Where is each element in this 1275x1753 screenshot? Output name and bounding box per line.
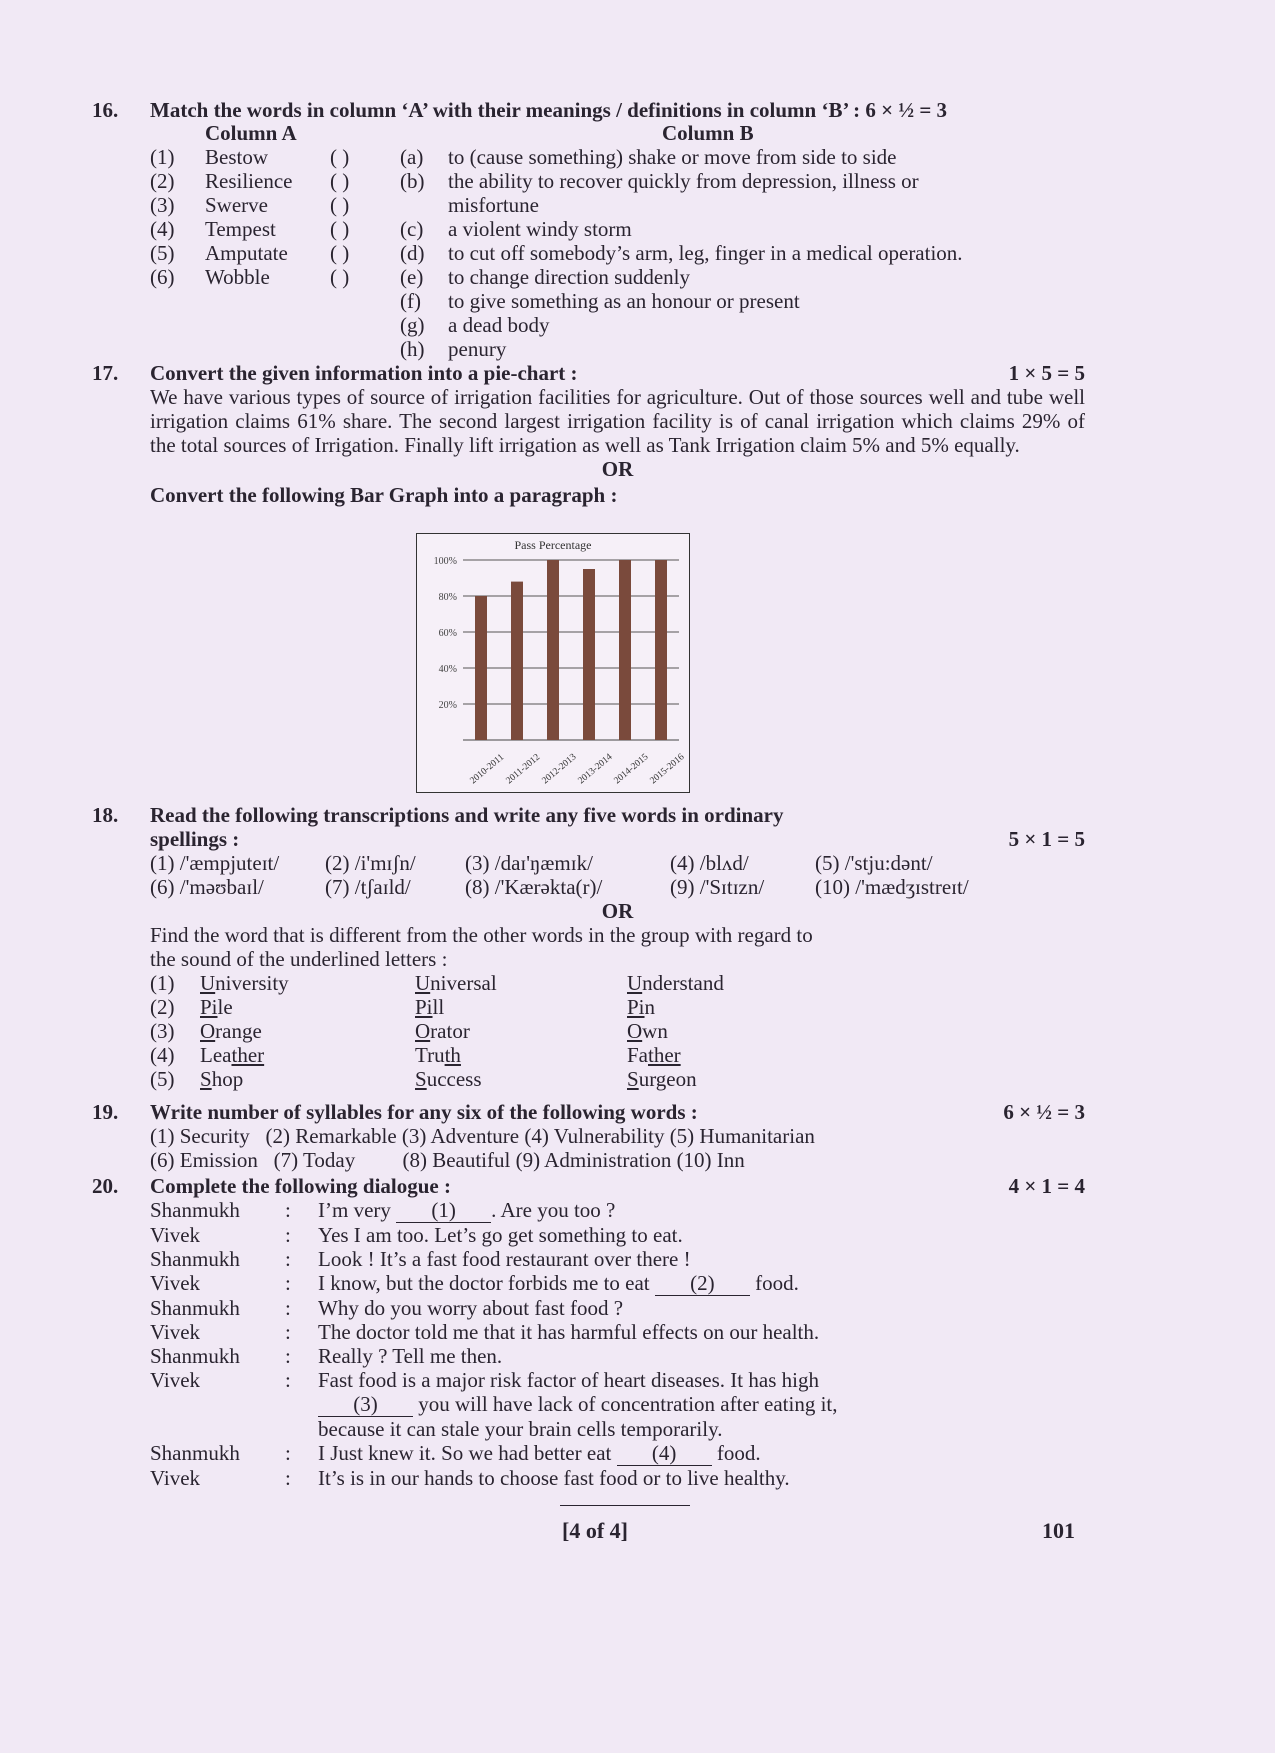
transcription-item [465, 851, 670, 875]
sound-groups-table [150, 971, 724, 1091]
column-b-item [400, 241, 963, 265]
answer-bracket[interactable]: ( ) [330, 193, 350, 217]
bar [583, 569, 595, 740]
item-definition: to cut off somebody’s arm, leg, finger in a medical operation. [448, 241, 963, 265]
colon: : [285, 1223, 291, 1247]
item-number: (6) [150, 265, 175, 289]
answer-blank[interactable]: (1) [396, 1198, 491, 1223]
q16-title: Match the words in column ‘A’ with their meanings / definitions in column ‘B’ : 6 × ½ = 3 [150, 98, 948, 122]
transcription-item [670, 851, 815, 875]
speaker: Vivek [150, 1320, 201, 1344]
or-divider: OR [601, 899, 634, 923]
column-b-item [400, 313, 963, 337]
word-start: Tru [415, 1043, 445, 1067]
word-rest: hop [211, 1067, 244, 1091]
word-rest: urgeon [638, 1067, 697, 1091]
transcription: /'Sɪtɪzn/ [699, 875, 765, 899]
item-letter: (c) [400, 217, 424, 241]
word [627, 995, 724, 1019]
q19-words-line1: (1) Security (2) Remarkable (3) Adventure (4) Vulnerability (5) Humanitarian [150, 1124, 815, 1148]
bar-chart-svg [417, 534, 689, 792]
text-after: food. [711, 1441, 761, 1465]
underlined-letters: U [200, 971, 216, 995]
sound-group [150, 995, 724, 1019]
transcription-item [815, 875, 969, 899]
q17-title: Convert the given information into a pie-chart : [150, 361, 578, 385]
word [627, 971, 724, 995]
text-before: I know, but the doctor forbids me to eat [318, 1271, 655, 1295]
transcription: /daɪ'ŋæmɪk/ [494, 851, 593, 875]
q19-title: Write number of syllables for any six of the following words : [150, 1100, 698, 1124]
bar [655, 560, 667, 740]
word-rest: nderstand [642, 971, 724, 995]
y-tick-label: 40% [438, 664, 457, 675]
item-number: (5) [815, 851, 840, 875]
column-a-item [150, 217, 349, 241]
q17-section [150, 361, 1085, 507]
q18-alt-line2: the sound of the underlined letters : [150, 947, 448, 971]
dialogue-text: Look ! It’s a fast food restaurant over there ! [318, 1247, 691, 1271]
q17-alt-title: Convert the following Bar Graph into a paragraph : [150, 483, 618, 507]
item-number: (5) [150, 241, 175, 265]
transcription: /'mædʒɪstreɪt/ [855, 875, 969, 899]
word-start: Lea [200, 1043, 232, 1067]
dialogue-text: The doctor told me that it has harmful effects on our health. [318, 1320, 820, 1344]
sound-group [150, 1067, 724, 1091]
column-b-item [400, 289, 963, 313]
column-a-item [150, 145, 349, 169]
column-b-item [400, 217, 963, 241]
x-tick-label: 2010-2011 [468, 752, 507, 787]
item-word: Bestow [205, 145, 268, 169]
transcription: /'æmpjuteɪt/ [179, 851, 280, 875]
column-b-item [400, 265, 963, 289]
item-word: Tempest [205, 217, 276, 241]
column-b-item [400, 169, 963, 193]
item-number: (2) [150, 995, 175, 1019]
item-definition: penury [448, 337, 507, 361]
item-number: (1) [150, 851, 175, 875]
word [415, 1019, 627, 1043]
underlined-letters: S [415, 1067, 427, 1091]
q17-paragraph: We have various types of source of irrigation facilities for agriculture. Out of those sources well and tube well irrigation claims 61% share. The second largest irrigation facility is of canal irrigation which claims 29% of the total sources of Irrigation. Finally lift irrigation as well as Tank Irrigation claim 5% and 5% equally. [150, 385, 1085, 457]
q18-alt-line1: Find the word that is different from the other words in the group with regard to [150, 923, 813, 947]
item-letter: (b) [400, 169, 425, 193]
underlined-letters: U [415, 971, 431, 995]
word [200, 1019, 415, 1043]
sound-group [150, 1043, 724, 1067]
transcription-item [815, 851, 969, 875]
transcription: /'stju:dənt/ [844, 851, 933, 875]
column-a-item [150, 241, 349, 265]
transcription: /blʌd/ [699, 851, 749, 875]
item-definition: misfortune [448, 193, 539, 217]
item-letter: (d) [400, 241, 425, 265]
dialogue-line [150, 1271, 838, 1296]
transcription-item [670, 875, 815, 899]
word-rest: uccess [426, 1067, 482, 1091]
sound-group [150, 1019, 724, 1043]
speaker: Vivek [150, 1271, 201, 1295]
word [415, 1067, 627, 1091]
column-a-list [150, 145, 349, 289]
word [200, 1043, 415, 1067]
underlined-letters: O [415, 1019, 431, 1043]
underlined-letters: S [627, 1067, 639, 1091]
q18-title-line1: Read the following transcriptions and write any five words in ordinary [150, 803, 784, 827]
item-number: (2) [150, 169, 175, 193]
dialogue-line [150, 1441, 838, 1466]
sound-group [150, 971, 724, 995]
dialogue-text: Fast food is a major risk factor of heart diseases. It has high [318, 1368, 819, 1392]
transcription-item [325, 875, 465, 899]
q17-marks: 1 × 5 = 5 [1008, 361, 1085, 385]
column-b-item [400, 337, 963, 361]
item-number: (3) [150, 193, 175, 217]
q19-marks: 6 × ½ = 3 [1003, 1100, 1085, 1124]
word-rest: rator [430, 1019, 470, 1043]
colon: : [285, 1271, 291, 1295]
colon: : [285, 1198, 291, 1222]
answer-bracket[interactable]: ( ) [330, 241, 350, 265]
paper-code: 101 [1042, 1518, 1075, 1543]
dialogue-text [318, 1198, 838, 1223]
transcription: /'Kærəkta(r)/ [494, 875, 603, 899]
q18-section [150, 803, 1085, 1091]
word-rest: wn [642, 1019, 668, 1043]
word-rest: niversity [215, 971, 289, 995]
transcription-item [465, 875, 670, 899]
item-definition: to give something as an honour or present [448, 289, 800, 313]
item-letter: (h) [400, 337, 425, 361]
underlined-letters: ther [231, 1043, 265, 1067]
page-number: [4 of 4] [562, 1518, 628, 1543]
underlined-letters: U [627, 971, 643, 995]
item-word: Amputate [205, 241, 288, 265]
item-definition: to (cause something) shake or move from side to side [448, 145, 897, 169]
q20-number: 20. [92, 1174, 119, 1198]
underlined-letters: Pi [627, 995, 645, 1019]
speaker: Vivek [150, 1223, 201, 1247]
dialogue-line [150, 1368, 838, 1392]
answer-bracket[interactable]: ( ) [330, 169, 350, 193]
y-tick-label: 100% [433, 556, 457, 567]
item-word: Swerve [205, 193, 268, 217]
dialogue-line [150, 1320, 838, 1344]
underlined-letters: O [627, 1019, 643, 1043]
x-tick-label: 2012-2013 [540, 752, 579, 787]
bar [511, 582, 523, 740]
text-before: I’m very [318, 1198, 397, 1222]
word-rest: niversal [430, 971, 497, 995]
item-letter: (f) [400, 289, 421, 313]
word [200, 971, 415, 995]
q18-number: 18. [92, 803, 119, 827]
item-number: (1) [150, 145, 175, 169]
item-letter: (a) [400, 145, 424, 169]
bar [475, 596, 487, 740]
dialogue-text: Yes I am too. Let’s go get something to eat. [318, 1223, 683, 1247]
item-number: (9) [670, 875, 695, 899]
word [200, 995, 415, 1019]
item-number: (4) [150, 1043, 175, 1067]
column-a-item [150, 265, 349, 289]
item-number: (7) [325, 875, 350, 899]
underlined-letters: th [444, 1043, 461, 1067]
x-tick-label: 2011-2012 [504, 752, 543, 787]
column-b-heading: Column B [662, 121, 754, 145]
colon: : [285, 1466, 291, 1490]
dialogue-line [150, 1223, 838, 1247]
answer-bracket[interactable]: ( ) [330, 265, 350, 289]
x-tick-label: 2015-2016 [648, 752, 687, 787]
word [627, 1043, 724, 1067]
transcription-item [150, 875, 325, 899]
dialogue-text: Why do you worry about fast food ? [318, 1296, 624, 1320]
item-definition: to change direction suddenly [448, 265, 691, 289]
item-letter [400, 193, 448, 217]
dialogue-line [150, 1417, 838, 1441]
colon: : [285, 1296, 291, 1320]
item-word: Resilience [205, 169, 293, 193]
q20-title: Complete the following dialogue : [150, 1174, 451, 1198]
answer-blank[interactable]: (3) [318, 1392, 413, 1417]
item-number: (4) [670, 851, 695, 875]
end-rule [560, 1505, 690, 1506]
word-rest: le [217, 995, 233, 1019]
q20-marks: 4 × 1 = 4 [1008, 1174, 1085, 1198]
item-number: (4) [150, 217, 175, 241]
text-before: I Just knew it. So we had better eat [318, 1441, 617, 1465]
word [415, 1043, 627, 1067]
transcription: /i'mɪʃn/ [354, 851, 416, 875]
bar-chart [416, 533, 690, 793]
text-after: . Are you too ? [491, 1198, 616, 1222]
transcription-row [150, 875, 969, 899]
colon: : [285, 1441, 291, 1465]
dialogue-text: It’s is in our hands to choose fast food or to live healthy. [318, 1466, 790, 1490]
item-word: Wobble [205, 265, 270, 289]
q18-title-line2: spellings : [150, 827, 240, 851]
answer-bracket[interactable]: ( ) [330, 217, 350, 241]
speaker: Vivek [150, 1368, 201, 1392]
transcription: /'məʊbaɪl/ [179, 875, 264, 899]
item-number: (1) [150, 971, 175, 995]
text-after: food. [749, 1271, 799, 1295]
colon: : [285, 1320, 291, 1344]
answer-blank[interactable]: (4) [617, 1441, 712, 1466]
dialogue-line [150, 1296, 838, 1320]
item-definition: a violent windy storm [448, 217, 632, 241]
word [627, 1019, 724, 1043]
transcription-item [325, 851, 465, 875]
chart-title: Pass Percentage [514, 538, 592, 552]
underlined-letters: S [200, 1067, 212, 1091]
item-number: (10) [815, 875, 850, 899]
word [415, 995, 627, 1019]
dialogue-line [150, 1392, 838, 1417]
word-start: Fa [627, 1043, 648, 1067]
y-tick-label: 60% [438, 628, 457, 639]
item-number: (8) [465, 875, 490, 899]
x-tick-label: 2013-2014 [576, 752, 615, 787]
colon: : [285, 1368, 291, 1392]
transcription-row [150, 851, 969, 875]
transcription-table [150, 851, 969, 899]
dialogue-line [150, 1466, 838, 1490]
column-a-item [150, 169, 349, 193]
dialogue-text [318, 1271, 838, 1296]
dialogue-line [150, 1344, 838, 1368]
underlined-letters: O [200, 1019, 216, 1043]
underlined-letters: Pi [415, 995, 433, 1019]
word-rest: range [215, 1019, 262, 1043]
speaker: Vivek [150, 1466, 201, 1490]
q18-marks: 5 × 1 = 5 [1008, 827, 1085, 851]
dialogue-text: because it can stale your brain cells temporarily. [318, 1417, 723, 1441]
dialogue-line [150, 1198, 838, 1223]
underlined-letters: ther [648, 1043, 681, 1067]
speaker: Shanmukh [150, 1198, 240, 1222]
dialogue-text: Really ? Tell me then. [318, 1344, 503, 1368]
item-number: (6) [150, 875, 175, 899]
word [415, 971, 627, 995]
q20-section [150, 1174, 1085, 1490]
item-number: (2) [325, 851, 350, 875]
q16-number: 16. [92, 98, 119, 122]
item-number: (3) [150, 1019, 175, 1043]
column-b-item [400, 193, 963, 217]
answer-blank[interactable]: (2) [655, 1271, 750, 1296]
dialogue-text [318, 1392, 838, 1417]
underlined-letters: Pi [200, 995, 218, 1019]
y-tick-label: 80% [438, 592, 457, 603]
item-number: (5) [150, 1067, 175, 1091]
word-rest: n [644, 995, 656, 1019]
q17-number: 17. [92, 361, 119, 385]
item-number: (3) [465, 851, 490, 875]
q19-number: 19. [92, 1100, 119, 1124]
transcription-item [150, 851, 325, 875]
item-definition: the ability to recover quickly from depression, illness or [448, 169, 919, 193]
word-rest: ll [432, 995, 445, 1019]
text-after: you will have lack of concentration after eating it, [413, 1392, 838, 1416]
column-b-item [400, 145, 963, 169]
bar [619, 560, 631, 740]
column-b-list [400, 145, 963, 361]
dialogue-line [150, 1247, 838, 1271]
dialogue-text [318, 1441, 838, 1466]
q19-words-line2: (6) Emission (7) Today (8) Beautiful (9) Administration (10) Inn [150, 1148, 745, 1172]
word [200, 1067, 415, 1091]
item-letter: (e) [400, 265, 424, 289]
speaker: Shanmukh [150, 1247, 240, 1271]
answer-bracket[interactable]: ( ) [330, 145, 350, 169]
q19-section [150, 1100, 1085, 1172]
speaker: Shanmukh [150, 1441, 240, 1465]
column-a-heading: Column A [205, 121, 297, 145]
item-definition: a dead body [448, 313, 550, 337]
word [627, 1067, 724, 1091]
item-letter: (g) [400, 313, 425, 337]
speaker: Shanmukh [150, 1344, 240, 1368]
colon: : [285, 1344, 291, 1368]
bar [547, 560, 559, 740]
x-tick-label: 2014-2015 [612, 752, 651, 787]
dialogue-table [150, 1198, 838, 1490]
column-a-item [150, 193, 349, 217]
transcription: /tʃaɪld/ [354, 875, 411, 899]
y-tick-label: 20% [438, 700, 457, 711]
speaker: Shanmukh [150, 1296, 240, 1320]
or-divider: OR [601, 457, 634, 481]
colon: : [285, 1247, 291, 1271]
